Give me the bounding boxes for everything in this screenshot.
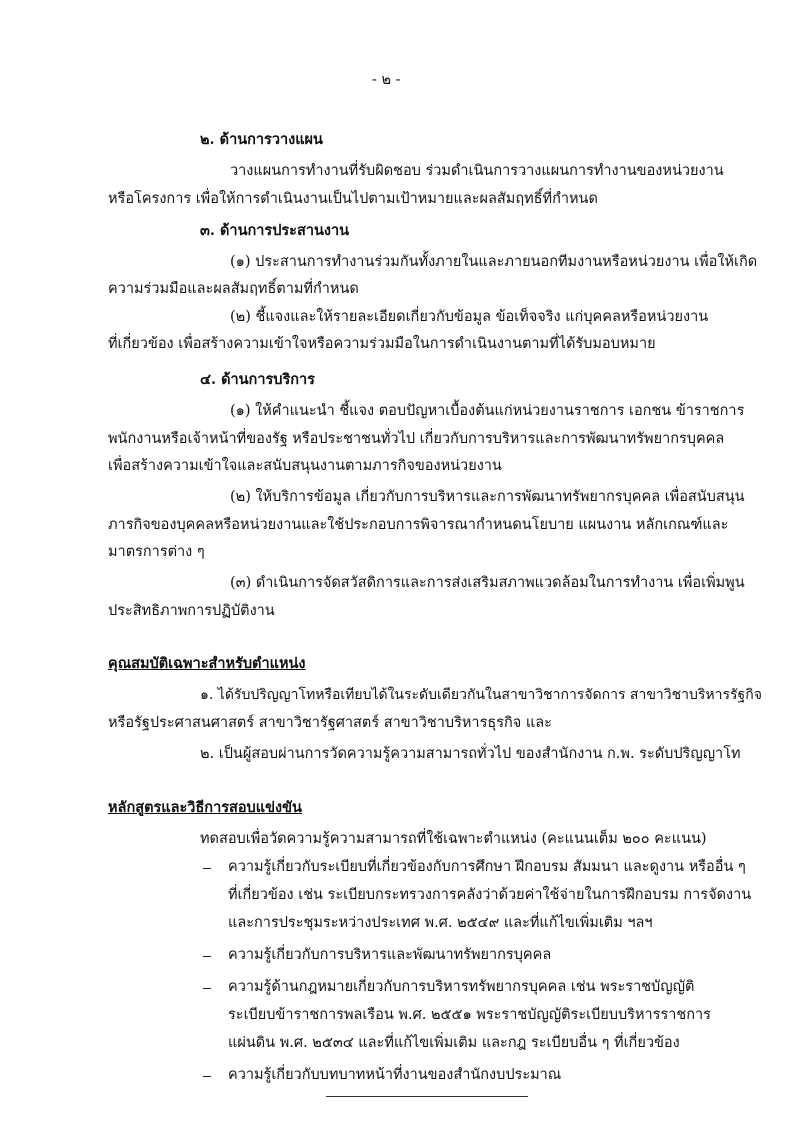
bullet-dash (203, 988, 211, 989)
page-number: - ๒ - (372, 72, 401, 88)
closing-rule (326, 1096, 528, 1097)
section-2-heading: ๒. ด้านการวางแผน (200, 131, 323, 148)
exam-topic-line: ความรู้เกี่ยวกับการบริหารและพัฒนาทรัพยากรบุคคล (228, 947, 552, 963)
paragraph-line: ภารกิจของบุคคลหรือหน่วยงานและใช้ประกอบการพิจารณากำหนดนโยบาย แผนงาน หลักเกณฑ์และ (108, 517, 729, 533)
exam-topic-line: และการประชุมระหว่างประเทศ พ.ศ. ๒๕๔๙ และที่แก้ไขเพิ่มเติม ฯลฯ (228, 915, 653, 931)
qualifications-heading: คุณสมบัติเฉพาะสำหรับตำแหน่ง (108, 655, 306, 672)
exam-intro: ทดสอบเพื่อวัดความรู้ความสามารถที่ใช้เฉพาะตำแหน่ง (คะแนนเต็ม ๒๐๐ คะแนน) (200, 831, 707, 847)
paragraph-line: พนักงานหรือเจ้าหน้าที่ของรัฐ หรือประชาชนทั่วไป เกี่ยวกับการบริหารและการพัฒนาทรัพยากรบุคคล (108, 431, 725, 447)
bullet-dash (203, 868, 211, 869)
paragraph-line: ความร่วมมือและผลสัมฤทธิ์ตามที่กำหนด (108, 281, 359, 297)
paragraph-line: มาตรการต่าง ๆ (108, 544, 205, 560)
exam-topic-line: ความรู้เกี่ยวกับบทบาทหน้าที่งานของสำนักงบประมาณ (228, 1067, 562, 1083)
paragraph-line: เพื่อสร้างความเข้าใจและสนับสนุนงานตามภารกิจของหน่วยงาน (108, 458, 502, 474)
section-3-heading: ๓. ด้านการประสานงาน (200, 222, 350, 239)
paragraph-line: ที่เกี่ยวข้อง เพื่อสร้างความเข้าใจหรือความร่วมมือในการดำเนินงานตามที่ได้รับมอบหมาย (108, 336, 656, 352)
exam-topic-line: แผ่นดิน พ.ศ. ๒๕๓๔ และที่แก้ไขเพิ่มเติม และกฎ ระเบียบอื่น ๆ ที่เกี่ยวข้อง (228, 1035, 680, 1051)
paragraph-line: ประสิทธิภาพการปฏิบัติงาน (108, 603, 275, 619)
paragraph-line: วางแผนการทำงานที่รับผิดชอบ ร่วมดำเนินการวางแผนการทำงานของหน่วยงาน (230, 163, 724, 179)
exam-topic-line: ความรู้ด้านกฎหมายเกี่ยวกับการบริหารทรัพยากรบุคคล เช่น พระราชบัญญัติ (228, 979, 695, 995)
exam-topic-line: ความรู้เกี่ยวกับระเบียบที่เกี่ยวข้องกับการศึกษา ฝึกอบรม สัมมนา และดูงาน หรืออื่น ๆ (228, 859, 746, 875)
bullet-dash (203, 1076, 211, 1077)
paragraph-line: (๒) ชี้แจงและให้รายละเอียดเกี่ยวกับข้อมูล ข้อเท็จจริง แก่บุคคลหรือหน่วยงาน (230, 309, 709, 325)
section-4-heading: ๔. ด้านการบริการ (200, 371, 315, 388)
paragraph-line: (๑) ให้คำแนะนำ ชี้แจง ตอบปัญหาเบื้องต้นแก่หน่วยงานราชการ เอกชน ข้าราชการ (230, 403, 745, 419)
exam-topic-line: ระเบียบข้าราชการพลเรือน พ.ศ. ๒๕๕๑ พระราชบัญญัติระเบียบบริหารราชการ (228, 1007, 711, 1023)
paragraph-line: หรือโครงการ เพื่อให้การดำเนินงานเป็นไปตามเป้าหมายและผลสัมฤทธิ์ที่กำหนด (108, 191, 598, 207)
paragraph-line: (๒) ให้บริการข้อมูล เกี่ยวกับการบริหารและการพัฒนาทรัพยากรบุคคล เพื่อสนับสนุน (230, 489, 745, 505)
exam-topic-line: ที่เกี่ยวข้อง เช่น ระเบียบกระทรวงการคลังว่าด้วยค่าใช้จ่ายในการฝึกอบรม การจัดงาน (228, 887, 752, 903)
paragraph-line: (๓) ดำเนินการจัดสวัสดิการและการส่งเสริมสภาพแวดล้อมในการทำงาน เพื่อเพิ่มพูน (230, 575, 745, 591)
exam-heading: หลักสูตรและวิธีการสอบแข่งขัน (108, 799, 302, 816)
qualification-item: ๒. เป็นผู้สอบผ่านการวัดความรู้ความสามารถทั่วไป ของสำนักงาน ก.พ. ระดับปริญญาโท (200, 746, 741, 762)
qualification-item: หรือรัฐประศาสนศาสตร์ สาขาวิชารัฐศาสตร์ สาขาวิชาบริหารธุรกิจ และ (108, 715, 552, 731)
bullet-dash (203, 956, 211, 957)
qualification-item: ๑. ได้รับปริญญาโทหรือเทียบได้ในระดับเดียวกันในสาขาวิชาการจัดการ สาขาวิชาบริหารรัฐกิจ (200, 687, 762, 703)
paragraph-line: (๑) ประสานการทำงานร่วมกันทั้งภายในและภายนอกทีมงานหรือหน่วยงาน เพื่อให้เกิด (230, 254, 758, 270)
